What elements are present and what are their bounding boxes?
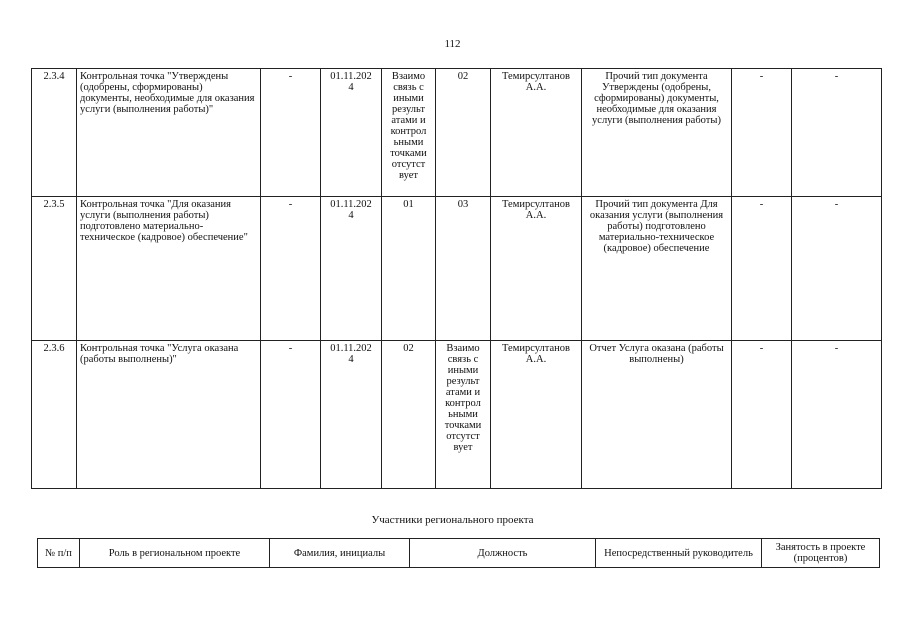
- cell-col3: -: [261, 197, 321, 341]
- participants-header-row: [38, 539, 880, 568]
- cell-col5: 01: [382, 197, 436, 341]
- checkpoint-date: 01.11.202 4: [321, 69, 382, 197]
- col-header-employment: Занятость в проекте (процентов): [762, 539, 880, 568]
- responsible-person: Темирсултанов А.А.: [491, 341, 582, 489]
- col-header-supervisor: Непосредственный руководитель: [596, 539, 762, 568]
- row-number: 2.3.5: [32, 197, 77, 341]
- checkpoint-name: Контрольная точка "Утверждены (одобрены, сформированы) документы, необходимые для оказания услуги (выполнения работы)": [77, 69, 261, 197]
- cell-col6: 02: [436, 69, 491, 197]
- participants-table: [37, 538, 880, 568]
- cell-col9: -: [732, 341, 792, 489]
- col-header-number: № п/п: [38, 539, 80, 568]
- cell-col10: -: [792, 69, 882, 197]
- checkpoint-name: Контрольная точка "Услуга оказана (работы выполнены)": [77, 341, 261, 489]
- cell-col10: -: [792, 341, 882, 489]
- cell-col3: -: [261, 69, 321, 197]
- checkpoint-date: 01.11.202 4: [321, 341, 382, 489]
- checkpoints-table: [31, 68, 882, 489]
- cell-col6: Взаимо связь с иными результ атами и контрол ьными точками отсутст вует: [436, 341, 491, 489]
- row-number: 2.3.4: [32, 69, 77, 197]
- responsible-person: Темирсултанов А.А.: [491, 197, 582, 341]
- cell-col5: 02: [382, 341, 436, 489]
- document-type: Отчет Услуга оказана (работы выполнены): [582, 341, 732, 489]
- row-number: 2.3.6: [32, 341, 77, 489]
- cell-col5: Взаимо связь с иными результ атами и контрол ьными точками отсутст вует: [382, 69, 436, 197]
- table-row: [32, 341, 882, 489]
- table-row: [32, 197, 882, 341]
- cell-col6: 03: [436, 197, 491, 341]
- checkpoint-date: 01.11.202 4: [321, 197, 382, 341]
- document-type: Прочий тип документа Для оказания услуги (выполнения работы) подготовлено материально-техническое (кадровое) обеспечение: [582, 197, 732, 341]
- col-header-position: Должность: [410, 539, 596, 568]
- responsible-person: Темирсултанов А.А.: [491, 69, 582, 197]
- cell-col3: -: [261, 341, 321, 489]
- checkpoint-name: Контрольная точка "Для оказания услуги (выполнения работы) подготовлено материально-техническое (кадровое) обеспечение": [77, 197, 261, 341]
- cell-col10: -: [792, 197, 882, 341]
- page-number: 112: [444, 38, 461, 50]
- cell-col9: -: [732, 197, 792, 341]
- cell-col9: -: [732, 69, 792, 197]
- col-header-name: Фамилия, инициалы: [270, 539, 410, 568]
- col-header-role: Роль в региональном проекте: [80, 539, 270, 568]
- table-row: [32, 69, 882, 197]
- document-type: Прочий тип документа Утверждены (одобрены, сформированы) документы, необходимые для оказания услуги (выполнения работы): [582, 69, 732, 197]
- participants-heading: Участники регионального проекта: [371, 514, 534, 526]
